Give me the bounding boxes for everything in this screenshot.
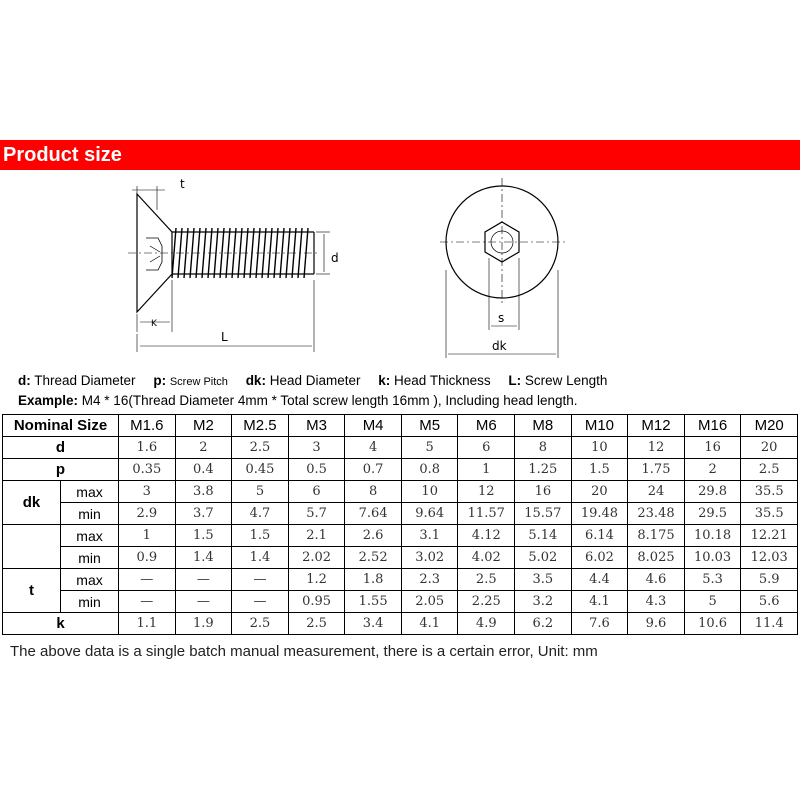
value-cell: 5.6 — [741, 591, 798, 613]
value-cell: 1.4 — [175, 547, 232, 569]
value-cell: 8.025 — [628, 547, 685, 569]
table-row — [3, 437, 798, 459]
value-cell: 1.25 — [515, 459, 572, 481]
table-row — [3, 481, 798, 503]
top-view-screw — [440, 178, 566, 358]
screw-dimension-diagram — [0, 170, 800, 370]
example-line — [18, 393, 578, 408]
value-cell: 1.2 — [288, 569, 345, 591]
value-cell: 5.3 — [684, 569, 741, 591]
value-cell: 4 — [345, 437, 402, 459]
value-cell: 3.2 — [515, 591, 572, 613]
value-cell: — — [175, 591, 232, 613]
value-cell: 2.5 — [741, 459, 798, 481]
size-header-cell: M16 — [684, 415, 741, 437]
value-cell: 1.1 — [119, 613, 176, 635]
table-row — [3, 613, 798, 635]
value-cell: 3 — [288, 437, 345, 459]
row-label-cell — [3, 525, 61, 569]
value-cell: 29.8 — [684, 481, 741, 503]
value-cell: 10 — [401, 481, 458, 503]
value-cell: 6.14 — [571, 525, 628, 547]
value-cell: 2.5 — [232, 613, 289, 635]
value-cell: 4.02 — [458, 547, 515, 569]
value-cell: 3.1 — [401, 525, 458, 547]
dim-label-d: d — [331, 251, 339, 265]
value-cell: 1.4 — [232, 547, 289, 569]
value-cell: 1.6 — [119, 437, 176, 459]
value-cell: 11.4 — [741, 613, 798, 635]
value-cell: 4.9 — [458, 613, 515, 635]
value-cell: 2.9 — [119, 503, 176, 525]
value-cell: 2.5 — [458, 569, 515, 591]
row-label-cell: k — [3, 613, 119, 635]
value-cell: 29.5 — [684, 503, 741, 525]
legend-l: L: Screw Length — [508, 373, 608, 388]
value-cell: 2.52 — [345, 547, 402, 569]
dim-label-k: K — [151, 319, 157, 329]
value-cell: 3.7 — [175, 503, 232, 525]
value-cell: 6.2 — [515, 613, 572, 635]
value-cell: 16 — [684, 437, 741, 459]
dim-label-l: L — [221, 330, 228, 344]
value-cell: 35.5 — [741, 481, 798, 503]
size-header-cell: M3 — [288, 415, 345, 437]
banner-title: Product size — [3, 144, 122, 166]
value-cell: 2.5 — [288, 613, 345, 635]
value-cell: 15.57 — [515, 503, 572, 525]
value-cell: 12.03 — [741, 547, 798, 569]
size-header-cell: M10 — [571, 415, 628, 437]
screw-size-table — [2, 414, 798, 635]
value-cell: 4.1 — [401, 613, 458, 635]
value-cell: 16 — [515, 481, 572, 503]
value-cell: 1 — [119, 525, 176, 547]
value-cell: 2.25 — [458, 591, 515, 613]
size-header-cell: M6 — [458, 415, 515, 437]
value-cell: 2.3 — [401, 569, 458, 591]
value-cell: 2.05 — [401, 591, 458, 613]
value-cell: 5.9 — [741, 569, 798, 591]
value-cell: 0.35 — [119, 459, 176, 481]
value-cell: 8 — [515, 437, 572, 459]
example-key: Example: — [18, 393, 79, 408]
value-cell: 19.48 — [571, 503, 628, 525]
value-cell: 4.1 — [571, 591, 628, 613]
size-header-cell: M2 — [175, 415, 232, 437]
value-cell: 8.175 — [628, 525, 685, 547]
value-cell: 12 — [628, 437, 685, 459]
value-cell: 9.6 — [628, 613, 685, 635]
value-cell: 5 — [401, 437, 458, 459]
value-cell: 23.48 — [628, 503, 685, 525]
value-cell: 2.1 — [288, 525, 345, 547]
value-cell: — — [119, 591, 176, 613]
value-cell: 1.75 — [628, 459, 685, 481]
legend-p: p: Screw Pitch — [153, 373, 228, 388]
value-cell: 4.4 — [571, 569, 628, 591]
value-cell: 3.02 — [401, 547, 458, 569]
value-cell: 5 — [684, 591, 741, 613]
size-header-cell: M4 — [345, 415, 402, 437]
value-cell: 1 — [458, 459, 515, 481]
row-sub-label-cell: min — [61, 503, 119, 525]
row-label-cell: dk — [3, 481, 61, 525]
value-cell: 2.6 — [345, 525, 402, 547]
row-sub-label-cell: max — [61, 525, 119, 547]
table-row — [3, 459, 798, 481]
value-cell: 12.21 — [741, 525, 798, 547]
size-header-cell: M20 — [741, 415, 798, 437]
size-header-cell: M8 — [515, 415, 572, 437]
header-label-cell: Nominal Size — [3, 415, 119, 437]
value-cell: — — [232, 591, 289, 613]
value-cell: 0.4 — [175, 459, 232, 481]
row-sub-label-cell: max — [61, 569, 119, 591]
value-cell: 0.45 — [232, 459, 289, 481]
value-cell: 24 — [628, 481, 685, 503]
value-cell: 1.5 — [571, 459, 628, 481]
value-cell: 2 — [684, 459, 741, 481]
value-cell: 3.8 — [175, 481, 232, 503]
value-cell: 6 — [458, 437, 515, 459]
value-cell: 11.57 — [458, 503, 515, 525]
dimension-legend — [18, 373, 621, 388]
value-cell: 35.5 — [741, 503, 798, 525]
row-label-cell: d — [3, 437, 119, 459]
value-cell: 1.9 — [175, 613, 232, 635]
product-size-banner — [0, 140, 800, 170]
value-cell: 5.02 — [515, 547, 572, 569]
dim-label-dk: dk — [492, 339, 507, 353]
value-cell: 6 — [288, 481, 345, 503]
value-cell: 0.7 — [345, 459, 402, 481]
value-cell: 5.7 — [288, 503, 345, 525]
value-cell: 3.5 — [515, 569, 572, 591]
value-cell: 6.02 — [571, 547, 628, 569]
value-cell: 5 — [232, 481, 289, 503]
value-cell: — — [232, 569, 289, 591]
row-sub-label-cell: max — [61, 481, 119, 503]
value-cell: 20 — [571, 481, 628, 503]
value-cell: 10.03 — [684, 547, 741, 569]
value-cell: 12 — [458, 481, 515, 503]
value-cell: 7.6 — [571, 613, 628, 635]
dim-label-t: t — [180, 177, 185, 191]
value-cell: 10.18 — [684, 525, 741, 547]
value-cell: 0.8 — [401, 459, 458, 481]
value-cell: — — [175, 569, 232, 591]
value-cell: 9.64 — [401, 503, 458, 525]
row-label-cell: t — [3, 569, 61, 613]
value-cell: 7.64 — [345, 503, 402, 525]
table-row — [3, 547, 798, 569]
table-row — [3, 591, 798, 613]
value-cell: 4.12 — [458, 525, 515, 547]
value-cell: 10 — [571, 437, 628, 459]
table-row — [3, 503, 798, 525]
row-sub-label-cell: min — [61, 547, 119, 569]
value-cell: 4.7 — [232, 503, 289, 525]
measurement-note: The above data is a single batch manual measurement, there is a certain error, Unit: mm — [10, 643, 598, 660]
side-view-screw — [128, 186, 330, 352]
legend-k: k: Head Thickness — [378, 373, 491, 388]
legend-dk: dk: Head Diameter — [245, 373, 361, 388]
value-cell: — — [119, 569, 176, 591]
size-header-cell: M5 — [401, 415, 458, 437]
example-text: M4 * 16(Thread Diameter 4mm * Total screw length 16mm ), Including head length. — [81, 393, 578, 408]
value-cell: 1.8 — [345, 569, 402, 591]
value-cell: 0.9 — [119, 547, 176, 569]
size-header-cell: M1.6 — [119, 415, 176, 437]
dim-label-s: s — [498, 311, 505, 325]
value-cell: 1.5 — [232, 525, 289, 547]
value-cell: 8 — [345, 481, 402, 503]
value-cell: 5.14 — [515, 525, 572, 547]
value-cell: 2 — [175, 437, 232, 459]
value-cell: 10.6 — [684, 613, 741, 635]
value-cell: 0.5 — [288, 459, 345, 481]
size-header-cell: M12 — [628, 415, 685, 437]
table-row — [3, 525, 798, 547]
value-cell: 2.5 — [232, 437, 289, 459]
table-row — [3, 569, 798, 591]
value-cell: 4.6 — [628, 569, 685, 591]
value-cell: 20 — [741, 437, 798, 459]
row-label-cell: p — [3, 459, 119, 481]
value-cell: 3 — [119, 481, 176, 503]
size-header-cell: M2.5 — [232, 415, 289, 437]
value-cell: 1.55 — [345, 591, 402, 613]
table-header-row — [3, 415, 798, 437]
value-cell: 4.3 — [628, 591, 685, 613]
legend-d: d: Thread Diameter — [18, 373, 136, 388]
row-sub-label-cell: min — [61, 591, 119, 613]
value-cell: 1.5 — [175, 525, 232, 547]
value-cell: 2.02 — [288, 547, 345, 569]
value-cell: 0.95 — [288, 591, 345, 613]
value-cell: 3.4 — [345, 613, 402, 635]
